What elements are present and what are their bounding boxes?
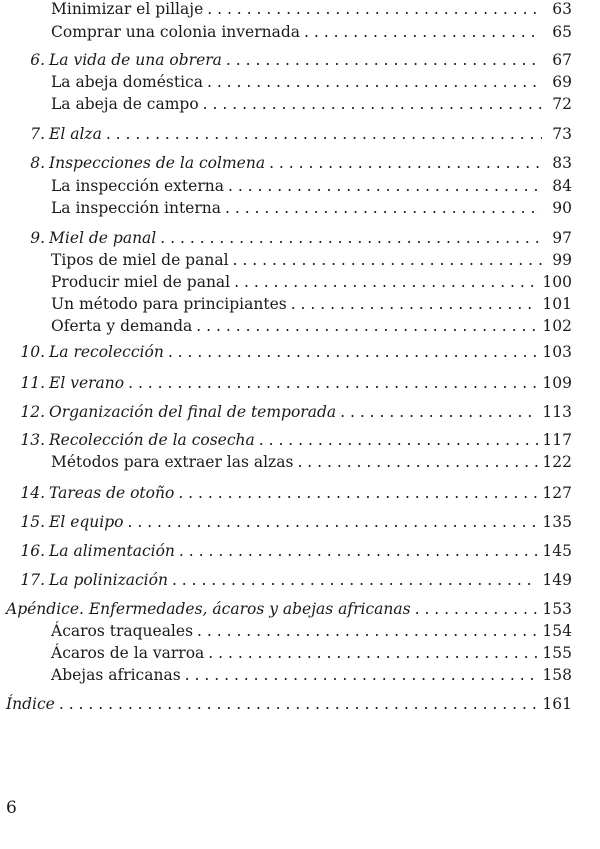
entry-page: 101 bbox=[542, 295, 572, 313]
dot-leader bbox=[233, 249, 542, 271]
entry-page: 102 bbox=[542, 317, 572, 335]
entry-title: El verano bbox=[49, 374, 125, 392]
toc-chapter bbox=[20, 569, 572, 591]
entry-title: Minimizar el pillaje bbox=[51, 0, 204, 18]
entry-title: La polinización bbox=[49, 571, 168, 589]
dot-leader bbox=[269, 152, 542, 174]
dot-leader bbox=[203, 93, 542, 115]
chapter-number: 17. bbox=[20, 571, 45, 589]
entry-page: 145 bbox=[542, 542, 572, 560]
toc-entry bbox=[47, 21, 572, 43]
dot-leader bbox=[59, 693, 539, 715]
chapter-number: 7. bbox=[30, 125, 45, 143]
toc-entry bbox=[47, 315, 572, 337]
toc-entry bbox=[47, 293, 572, 315]
entry-title: La inspección externa bbox=[51, 177, 224, 195]
dot-leader bbox=[415, 598, 539, 620]
entry-title: Un método para principiantes bbox=[51, 295, 287, 313]
toc-chapter bbox=[20, 372, 572, 394]
dot-leader bbox=[297, 451, 538, 473]
dot-leader bbox=[160, 227, 542, 249]
entry-page: 117 bbox=[542, 431, 572, 449]
toc-entry bbox=[47, 0, 572, 20]
chapter-number: 14. bbox=[20, 484, 45, 502]
chapter-number: 12. bbox=[20, 403, 45, 421]
dot-leader bbox=[208, 642, 538, 664]
entry-title: Organización del final de temporada bbox=[49, 403, 337, 421]
entry-page: 69 bbox=[552, 73, 572, 91]
entry-page: 113 bbox=[542, 403, 572, 421]
dot-leader bbox=[225, 197, 542, 219]
toc-chapter bbox=[30, 152, 572, 174]
dot-leader bbox=[197, 620, 538, 642]
entry-page: 83 bbox=[552, 154, 572, 172]
entry-title: La alimentación bbox=[49, 542, 175, 560]
toc-entry bbox=[47, 271, 572, 293]
entry-title: Tipos de miel de panal bbox=[51, 251, 229, 269]
toc-chapter bbox=[20, 429, 572, 451]
toc-chapter bbox=[20, 511, 572, 533]
dot-leader bbox=[207, 0, 542, 20]
toc-chapter bbox=[20, 540, 572, 562]
dot-leader bbox=[128, 511, 539, 533]
dot-leader bbox=[226, 49, 542, 71]
entry-page: 84 bbox=[552, 177, 572, 195]
chapter-number: 9. bbox=[30, 229, 45, 247]
dot-leader bbox=[106, 123, 542, 145]
entry-title: El alza bbox=[49, 125, 102, 143]
entry-title: La recolección bbox=[49, 343, 164, 361]
chapter-number: 16. bbox=[20, 542, 45, 560]
entry-page: 153 bbox=[542, 600, 572, 618]
toc-appendix bbox=[2, 598, 572, 620]
dot-leader bbox=[207, 71, 542, 93]
toc-entry bbox=[47, 642, 572, 664]
entry-page: 65 bbox=[552, 23, 572, 41]
chapter-number: 8. bbox=[30, 154, 45, 172]
toc-index bbox=[2, 693, 572, 715]
entry-page: 63 bbox=[552, 0, 572, 18]
entry-title: Oferta y demanda bbox=[51, 317, 193, 335]
entry-title: Abejas africanas bbox=[51, 666, 181, 684]
entry-page: 149 bbox=[542, 571, 572, 589]
entry-title: Índice bbox=[6, 695, 55, 713]
toc-entry bbox=[47, 620, 572, 642]
page-number: 6 bbox=[6, 798, 17, 818]
toc-chapter bbox=[30, 123, 572, 145]
entry-page: 127 bbox=[542, 484, 572, 502]
dot-leader bbox=[179, 540, 539, 562]
entry-page: 73 bbox=[552, 125, 572, 143]
toc-chapter bbox=[30, 227, 572, 249]
dot-leader bbox=[228, 175, 542, 197]
entry-page: 161 bbox=[542, 695, 572, 713]
toc-entry bbox=[47, 249, 572, 271]
entry-title: Producir miel de panal bbox=[51, 273, 231, 291]
toc-entry bbox=[47, 451, 572, 473]
entry-title: Recolección de la cosecha bbox=[49, 431, 255, 449]
toc-entry bbox=[47, 664, 572, 686]
toc-entry bbox=[47, 93, 572, 115]
dot-leader bbox=[168, 341, 539, 363]
entry-page: 135 bbox=[542, 513, 572, 531]
toc-entry bbox=[47, 175, 572, 197]
dot-leader bbox=[196, 315, 538, 337]
entry-title: Miel de panal bbox=[49, 229, 157, 247]
entry-page: 103 bbox=[542, 343, 572, 361]
toc-chapter bbox=[20, 482, 572, 504]
entry-title: La abeja de campo bbox=[51, 95, 199, 113]
dot-leader bbox=[259, 429, 539, 451]
dot-leader bbox=[234, 271, 538, 293]
toc-chapter bbox=[20, 341, 572, 363]
entry-page: 99 bbox=[552, 251, 572, 269]
chapter-number: 10. bbox=[20, 343, 45, 361]
entry-title: El equipo bbox=[49, 513, 124, 531]
entry-page: 90 bbox=[552, 199, 572, 217]
entry-page: 67 bbox=[552, 51, 572, 69]
dot-leader bbox=[185, 664, 539, 686]
toc-chapter bbox=[30, 49, 572, 71]
toc-chapter bbox=[20, 401, 572, 423]
dot-leader bbox=[304, 21, 542, 43]
entry-page: 100 bbox=[542, 273, 572, 291]
dot-leader bbox=[172, 569, 538, 591]
entry-title: La vida de una obrera bbox=[49, 51, 222, 69]
entry-title: Ácaros traqueales bbox=[51, 622, 194, 640]
chapter-number: 13. bbox=[20, 431, 45, 449]
entry-page: 155 bbox=[542, 644, 572, 662]
entry-title: Inspecciones de la colmena bbox=[49, 154, 266, 172]
dot-leader bbox=[291, 293, 539, 315]
entry-page: 158 bbox=[542, 666, 572, 684]
dot-leader bbox=[340, 401, 538, 423]
toc-entry bbox=[47, 197, 572, 219]
entry-title: Apéndice. Enfermedades, ácaros y abejas africanas bbox=[6, 600, 411, 618]
entry-page: 122 bbox=[542, 453, 572, 471]
dot-leader bbox=[128, 372, 538, 394]
chapter-number: 11. bbox=[20, 374, 45, 392]
toc-entry bbox=[47, 71, 572, 93]
entry-title: Tareas de otoño bbox=[49, 484, 175, 502]
entry-title: Métodos para extraer las alzas bbox=[51, 453, 294, 471]
entry-page: 72 bbox=[552, 95, 572, 113]
entry-page: 97 bbox=[552, 229, 572, 247]
chapter-number: 15. bbox=[20, 513, 45, 531]
entry-title: Ácaros de la varroa bbox=[51, 644, 205, 662]
entry-title: La inspección interna bbox=[51, 199, 221, 217]
chapter-number: 6. bbox=[30, 51, 45, 69]
entry-title: Comprar una colonia invernada bbox=[51, 23, 301, 41]
dot-leader bbox=[178, 482, 538, 504]
entry-page: 109 bbox=[542, 374, 572, 392]
entry-page: 154 bbox=[542, 622, 572, 640]
entry-title: La abeja doméstica bbox=[51, 73, 203, 91]
